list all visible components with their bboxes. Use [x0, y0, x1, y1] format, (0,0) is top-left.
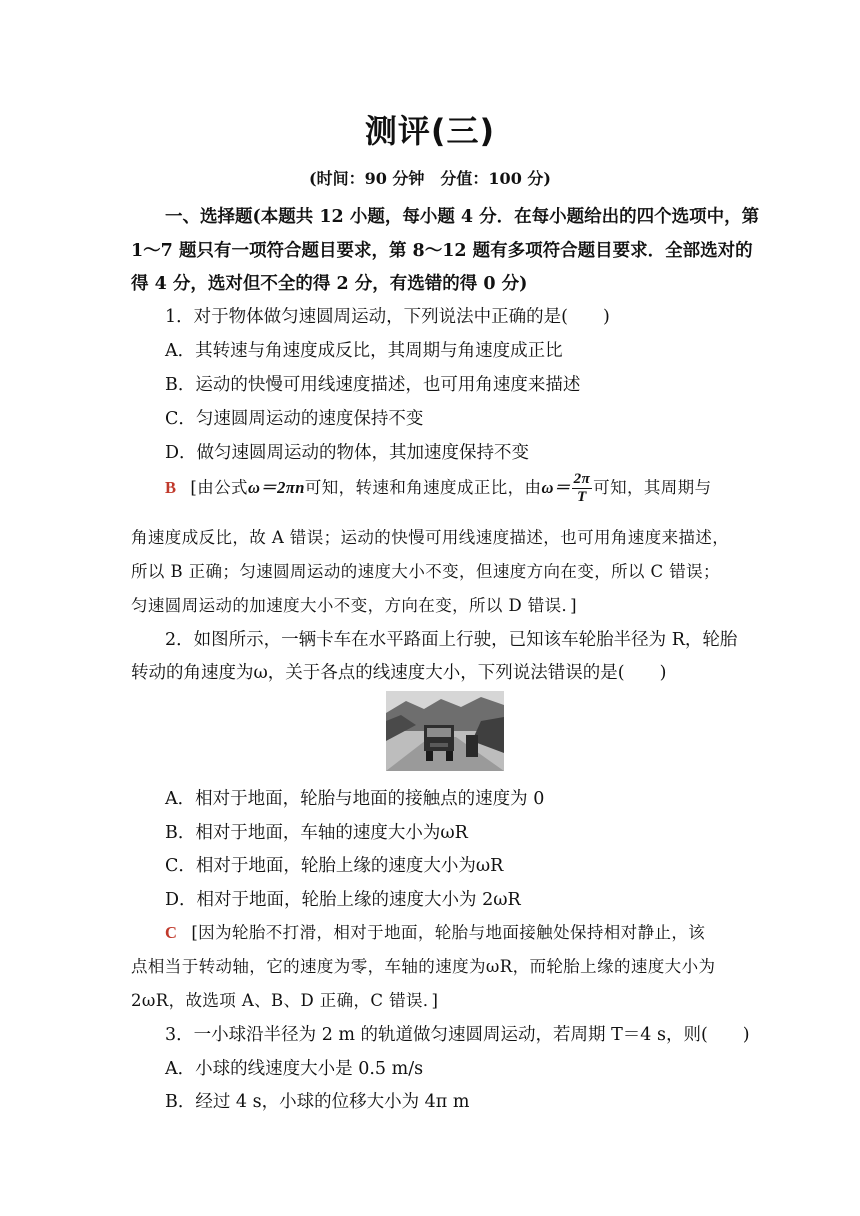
q1-exp-text-c: 可知，转速和角速度成正比，由 — [304, 478, 542, 497]
q2-option-c: C．相对于地面，轮胎上缘的速度大小为ωR — [165, 856, 504, 876]
truck-on-road-image — [386, 691, 504, 771]
q3-option-a: A．小球的线速度大小是 0.5 m/s — [165, 1059, 424, 1079]
section-heading-line-1 — [165, 203, 765, 228]
fraction-numerator: 2π — [573, 471, 591, 487]
q1-fraction — [572, 472, 593, 505]
q1-explanation-line-2: 角速度成反比，故 A 错误；运动的快慢可用线速度描述，也可用角速度来描述， — [131, 528, 730, 547]
exam-meta: (时间：90 分钟 分值：100 分) — [309, 169, 551, 188]
q1-option-c: C．匀速圆周运动的速度保持不变 — [165, 409, 424, 429]
section-head: 一、选择题 — [165, 207, 253, 227]
q2-option-d: D．相对于地面，轮胎上缘的速度大小为 2ωR — [165, 890, 521, 910]
q2-stem-line-2: 转动的角速度为ω，关于各点的线速度大小，下列说法错误的是( ) — [131, 663, 667, 683]
q1-explanation-line-4: 匀速圆周运动的加速度大小不变，方向在变，所以 D 错误．] — [131, 596, 578, 615]
q3-stem: 3．一小球沿半径为 2 m 的轨道做匀速圆周运动，若周期 T＝4 s，则( ) — [165, 1025, 750, 1045]
q2-explanation-line-1 — [165, 919, 765, 943]
q2-answer: C — [165, 923, 178, 942]
section-heading-line-3: 得 4 分，选对但不全的得 2 分，有选错的得 0 分) — [131, 274, 528, 294]
q2-exp-text-1: [因为轮胎不打滑，相对于地面，轮胎与地面接触处保持相对静止，该 — [191, 923, 706, 942]
q1-option-a: A．其转速与角速度成反比，其周期与角速度成正比 — [165, 341, 563, 361]
page-title: 测评(三) — [364, 112, 496, 150]
q2-option-b: B．相对于地面，车轴的速度大小为ωR — [165, 823, 468, 843]
q1-answer: B — [165, 478, 177, 497]
q1-option-d: D．做匀速圆周运动的物体，其加速度保持不变 — [165, 443, 530, 463]
q1-formula-omega: ω＝2πn — [247, 478, 305, 497]
q1-exp-text-a: [由公式 — [190, 478, 248, 497]
q2-stem-line-1: 2．如图所示，一辆卡车在水平路面上行驶，已知该车轮胎半径为 R，轮胎 — [165, 630, 738, 650]
truck-photo — [386, 691, 504, 771]
section-heading-line-2: 1～7 题只有一项符合题目要求，第 8～12 题有多项符合题目要求．全部选对的 — [131, 241, 753, 261]
q1-option-b: B．运动的快慢可用线速度描述，也可用角速度来描述 — [165, 375, 581, 395]
q1-explanation-line-1 — [165, 472, 765, 505]
q1-explanation-line-3: 所以 B 正确；匀速圆周运动的速度大小不变，但速度方向在变，所以 C 错误； — [131, 562, 720, 581]
fraction-denominator: T — [577, 489, 587, 505]
section-line-1: (本题共 12 小题，每小题 4 分．在每小题给出的四个选项中，第 — [252, 207, 760, 227]
q1-formula-omega-eq: ω＝ — [541, 478, 571, 497]
q2-explanation-line-2: 点相当于转动轴，它的速度为零，车轴的速度为ωR，而轮胎上缘的速度大小为 — [131, 957, 716, 976]
q3-option-b: B．经过 4 s，小球的位移大小为 4π m — [165, 1092, 470, 1112]
q2-explanation-line-3: 2ωR，故选项 A、B、D 正确，C 错误．] — [131, 991, 439, 1010]
q2-option-a: A．相对于地面，轮胎与地面的接触点的速度为 0 — [165, 789, 545, 809]
q1-exp-text-e: 可知，其周期与 — [593, 478, 712, 497]
q1-stem: 1．对于物体做匀速圆周运动，下列说法中正确的是( ) — [165, 307, 610, 327]
